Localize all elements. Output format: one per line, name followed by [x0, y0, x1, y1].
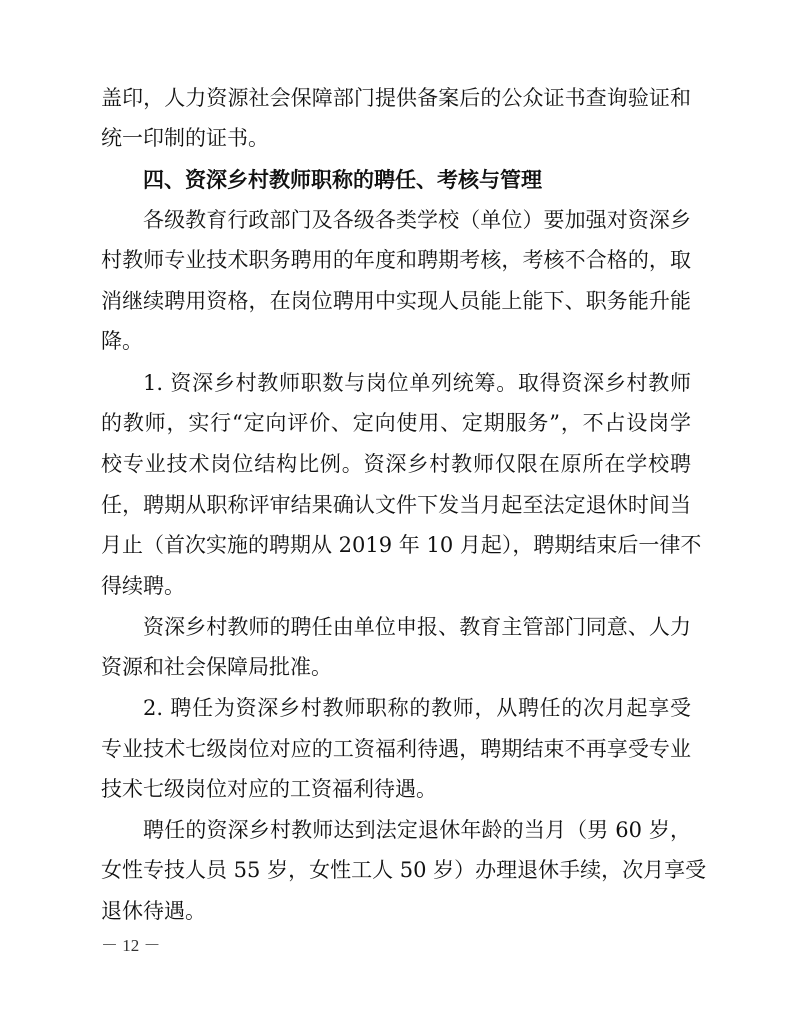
paragraph-line: 资源和社会保障局批准。	[101, 655, 332, 679]
page-number: － 12 －	[101, 936, 161, 955]
paragraph-line: 校专业技术岗位结构比例。资深乡村教师仅限在原所在学校聘	[101, 452, 691, 476]
paragraph-line: 得续聘。	[101, 574, 185, 598]
paragraph-line: 统一印制的证书。	[101, 126, 269, 150]
paragraph-line: 消继续聘用资格，在岗位聘用中实现人员能上能下、职务能升能	[101, 289, 691, 313]
paragraph-line: 聘任的资深乡村教师达到法定退休年龄的当月（男 60 岁，	[143, 818, 691, 842]
paragraph-line: 技术七级岗位对应的工资福利待遇。	[101, 777, 437, 801]
paragraph-line: 1. 资深乡村教师职数与岗位单列统筹。取得资深乡村教师	[143, 371, 691, 395]
paragraph-line: 专业技术七级岗位对应的工资福利待遇，聘期结束不再享受专业	[101, 737, 691, 761]
paragraph-line: 资深乡村教师的聘任由单位申报、教育主管部门同意、人力	[143, 615, 691, 639]
paragraph-line: 的教师，实行“定向评价、定向使用、定期服务”，不占设岗学	[101, 411, 691, 435]
paragraph-line: 任，聘期从职称评审结果确认文件下发当月起至法定退休时间当	[101, 493, 691, 517]
paragraph-line: 退休待遇。	[101, 899, 206, 923]
section-heading: 四、资深乡村教师职称的聘任、考核与管理	[143, 168, 542, 192]
paragraph-line: 女性专技人员 55 岁，女性工人 50 岁）办理退休手续，次月享受	[101, 858, 707, 882]
paragraph-line: 各级教育行政部门及各级各类学校（单位）要加强对资深乡	[143, 208, 691, 232]
paragraph-line: 降。	[101, 329, 143, 353]
paragraph-line: 月止（首次实施的聘期从 2019 年 10 月起），聘期结束后一律不	[101, 533, 702, 557]
paragraph-line: 盖印，人力资源社会保障部门提供备案后的公众证书查询验证和	[101, 86, 691, 110]
paragraph-line: 村教师专业技术职务聘用的年度和聘期考核，考核不合格的，取	[101, 248, 691, 272]
paragraph-line: 2. 聘任为资深乡村教师职称的教师，从聘任的次月起享受	[143, 696, 691, 720]
